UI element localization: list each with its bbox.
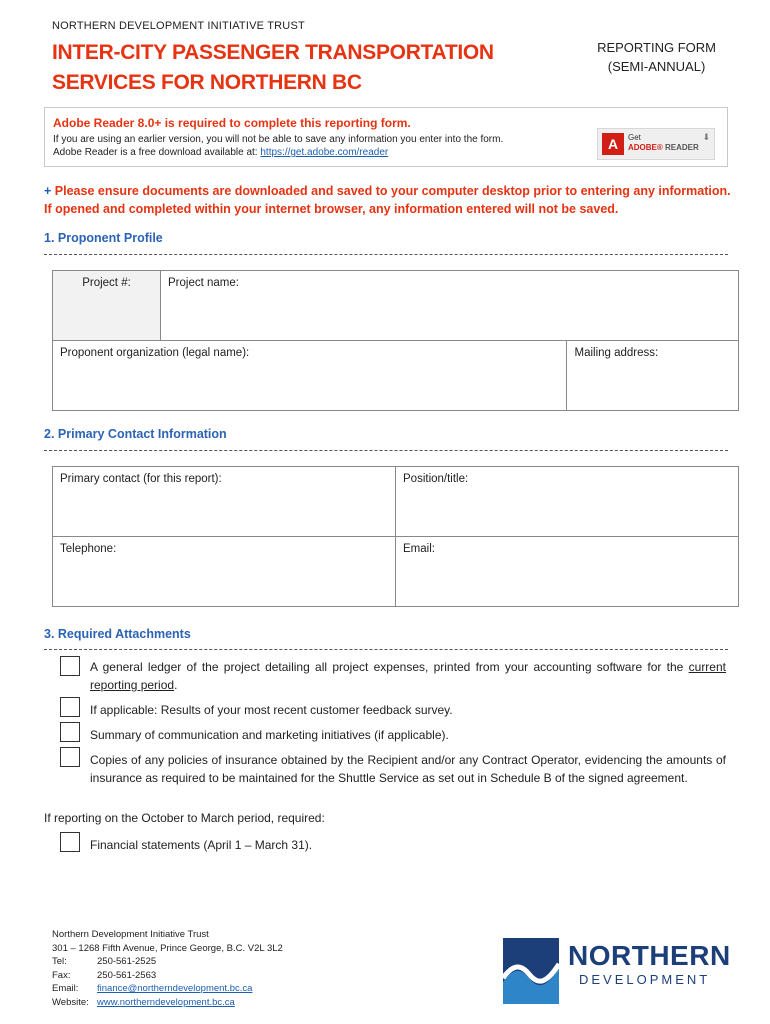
adobe-get-label: Get	[628, 133, 641, 142]
financial-statements-item: Financial statements (April 1 – March 31).	[90, 838, 313, 852]
footer-tel-label: Tel:	[52, 956, 67, 967]
form-title	[52, 38, 552, 98]
section-divider	[44, 254, 728, 255]
communication-summary-checkbox[interactable]	[60, 722, 80, 742]
adobe-notice-headline: Adobe Reader 8.0+ is required to complete this reporting form.	[53, 116, 411, 130]
general-ledger-text: A general ledger of the project detailing all project expenses, printed from your accounting software for the	[90, 660, 689, 674]
form-type-line-2: (SEMI-ANNUAL)	[607, 59, 706, 74]
proponent-organization-label: Proponent organization (legal name):	[60, 347, 250, 359]
adobe-product: READER	[665, 143, 699, 152]
section-proponent-profile: 1. Proponent Profile	[44, 231, 163, 245]
get-adobe-reader-button[interactable]	[597, 128, 715, 160]
section-primary-contact: 2. Primary Contact Information	[44, 427, 227, 441]
northern-development-mark-icon	[503, 938, 565, 1004]
primary-contact-table	[52, 466, 739, 607]
position-title-label: Position/title:	[403, 473, 469, 485]
plus-icon: +	[44, 184, 52, 198]
project-name-label: Project name:	[168, 277, 239, 289]
email-field[interactable]	[396, 537, 739, 607]
financial-statements-checkbox[interactable]	[60, 832, 80, 852]
logo-word-development: DEVELOPMENT	[579, 972, 711, 987]
footer-fax-label: Fax:	[52, 969, 71, 981]
mailing-address-field[interactable]	[567, 341, 739, 411]
proponent-organization-field[interactable]	[53, 341, 567, 411]
general-ledger-item	[90, 658, 726, 694]
footer-website-row	[52, 996, 283, 1010]
footer-email-link[interactable]: finance@northerndevelopment.bc.ca	[97, 983, 253, 994]
adobe-download-link[interactable]: https://get.adobe.com/reader	[260, 147, 389, 158]
current-reporting-period: current reporting period	[90, 660, 726, 692]
telephone-field[interactable]	[53, 537, 396, 607]
feedback-survey-item: If applicable: Results of your most recent customer feedback survey.	[90, 703, 453, 717]
footer-website-link[interactable]: www.northerndevelopment.bc.ca	[97, 996, 235, 1008]
feedback-survey-checkbox[interactable]	[60, 697, 80, 717]
footer-address: 301 – 1268 Fifth Avenue, Prince George, B.C. V2L 3L2	[52, 942, 283, 954]
telephone-label: Telephone:	[60, 543, 117, 555]
adobe-notice-box	[44, 107, 728, 167]
insurance-policies-item: Copies of any policies of insurance obtained by the Recipient and/or any Contract Operator, evidencing the amounts of insurance as required to be maintained for the Shuttle Service as set out in Schedule B of the signed agreement.	[90, 753, 726, 785]
primary-contact-label: Primary contact (for this report):	[60, 473, 222, 485]
footer-email-label: Email:	[52, 983, 79, 994]
section-divider	[44, 649, 728, 650]
browser-warning-line-2: If opened and completed within your internet browser, any information entered will not be saved.	[44, 202, 619, 216]
position-title-field[interactable]	[396, 467, 739, 537]
footer-tel: 250-561-2525	[97, 956, 157, 967]
email-label: Email:	[403, 543, 435, 555]
adobe-notice-line-1: If you are using an earlier version, you will not be able to save any information you enter into the form.	[53, 134, 504, 145]
adobe-notice-prefix: Adobe Reader is a free download available at:	[53, 147, 261, 158]
form-type-line-1: REPORTING FORM	[597, 40, 716, 55]
organization-name: NORTHERN DEVELOPMENT INITIATIVE TRUST	[52, 20, 305, 32]
footer-org-name: Northern Development Initiative Trust	[52, 929, 209, 940]
section-divider	[44, 450, 728, 451]
adobe-logo-icon: A	[602, 133, 624, 155]
project-number-label: Project #:	[82, 277, 131, 289]
footer-contact	[52, 928, 283, 1009]
project-name-field[interactable]	[161, 271, 739, 341]
mailing-address-label: Mailing address:	[574, 347, 659, 359]
communication-summary-item: Summary of communication and marketing initiatives (if applicable).	[90, 728, 449, 742]
footer-fax: 250-561-2563	[97, 969, 157, 981]
project-number-field[interactable]	[53, 271, 161, 341]
browser-warning	[44, 182, 734, 218]
insurance-policies-checkbox[interactable]	[60, 747, 80, 767]
northern-development-logo	[503, 938, 731, 1008]
footer-email-row	[52, 982, 283, 996]
form-title-line-2: SERVICES FOR NORTHERN BC	[52, 71, 362, 94]
browser-warning-text-1: Please ensure documents are downloaded and saved to your computer desktop prior to entering any information.	[54, 184, 731, 198]
form-type	[597, 38, 716, 76]
proponent-profile-table	[52, 270, 739, 411]
footer-fax-row	[52, 969, 283, 983]
adobe-brand: ADOBE	[628, 143, 657, 152]
footer-website-label: Website:	[52, 996, 89, 1008]
logo-word-northern: NORTHERN	[568, 940, 731, 971]
general-ledger-end: .	[174, 678, 178, 692]
footer-tel-row	[52, 955, 283, 969]
primary-contact-field[interactable]	[53, 467, 396, 537]
reporting-period-note: If reporting on the October to March period, required:	[44, 811, 325, 825]
adobe-reader-label: ADOBE® READER	[628, 143, 699, 152]
form-title-line-1: INTER-CITY PASSENGER TRANSPORTATION	[52, 41, 494, 64]
browser-warning-line-1	[44, 182, 734, 200]
section-required-attachments: 3. Required Attachments	[44, 627, 191, 641]
download-arrow-icon: ⬇	[702, 132, 710, 142]
general-ledger-checkbox[interactable]	[60, 656, 80, 676]
